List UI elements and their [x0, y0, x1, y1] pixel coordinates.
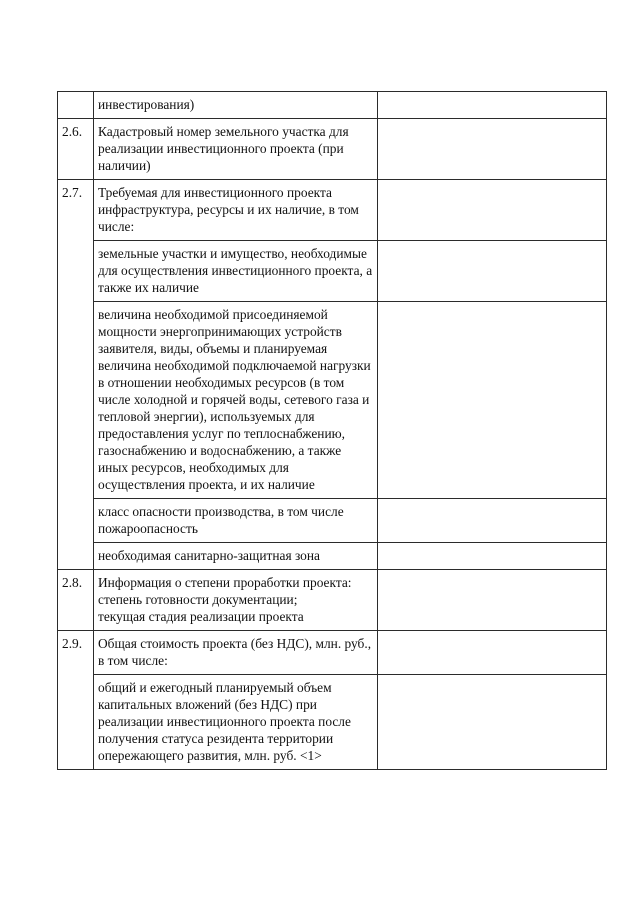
row-value-cell — [378, 241, 607, 302]
row-number: 2.8. — [58, 570, 94, 631]
table-row — [58, 180, 607, 241]
row-value-cell — [378, 302, 607, 499]
table-row — [58, 499, 607, 543]
row-description: величина необходимой присоединяемой мощности энергопринимающих устройств заявителя, виды, объемы и планируемая величина необходимой подключаемой нагрузки в отношении необходимых ресурсов (в том числе холодной и горячей воды, сетевого газа и тепловой энергии), используемых для предоставления услуг по теплоснабжению, газоснабжению и водоснабжению, а также иных ресурсов, необходимых для осуществления проекта, и их наличие — [94, 302, 378, 499]
investment-project-table — [57, 91, 607, 770]
row-number: 2.6. — [58, 119, 94, 180]
row-description: инвестирования) — [94, 92, 378, 119]
row-description: Информация о степени проработки проекта: степень готовности документации; текущая стадия реализации проекта — [94, 570, 378, 631]
row-description: класс опасности производства, в том числе пожароопасность — [94, 499, 378, 543]
row-value-cell — [378, 570, 607, 631]
table-row — [58, 570, 607, 631]
table-row — [58, 241, 607, 302]
table-row — [58, 119, 607, 180]
row-value-cell — [378, 119, 607, 180]
row-value-cell — [378, 543, 607, 570]
row-description: Кадастровый номер земельного участка для реализации инвестиционного проекта (при наличии) — [94, 119, 378, 180]
row-value-cell — [378, 92, 607, 119]
row-description: Общая стоимость проекта (без НДС), млн. руб., в том числе: — [94, 631, 378, 675]
row-number: 2.9. — [58, 631, 94, 770]
row-value-cell — [378, 675, 607, 770]
row-number — [58, 92, 94, 119]
row-description: земельные участки и имущество, необходимые для осуществления инвестиционного проекта, а также их наличие — [94, 241, 378, 302]
row-description: общий и ежегодный планируемый объем капитальных вложений (без НДС) при реализации инвестиционного проекта после получения статуса резидента территории опережающего развития, млн. руб. <1> — [94, 675, 378, 770]
table-row — [58, 543, 607, 570]
row-value-cell — [378, 631, 607, 675]
table-row — [58, 675, 607, 770]
row-value-cell — [378, 180, 607, 241]
row-description: необходимая санитарно-защитная зона — [94, 543, 378, 570]
table-row — [58, 92, 607, 119]
table-row — [58, 631, 607, 675]
row-description: Требуемая для инвестиционного проекта инфраструктура, ресурсы и их наличие, в том числе: — [94, 180, 378, 241]
table-row — [58, 302, 607, 499]
row-value-cell — [378, 499, 607, 543]
row-number: 2.7. — [58, 180, 94, 570]
